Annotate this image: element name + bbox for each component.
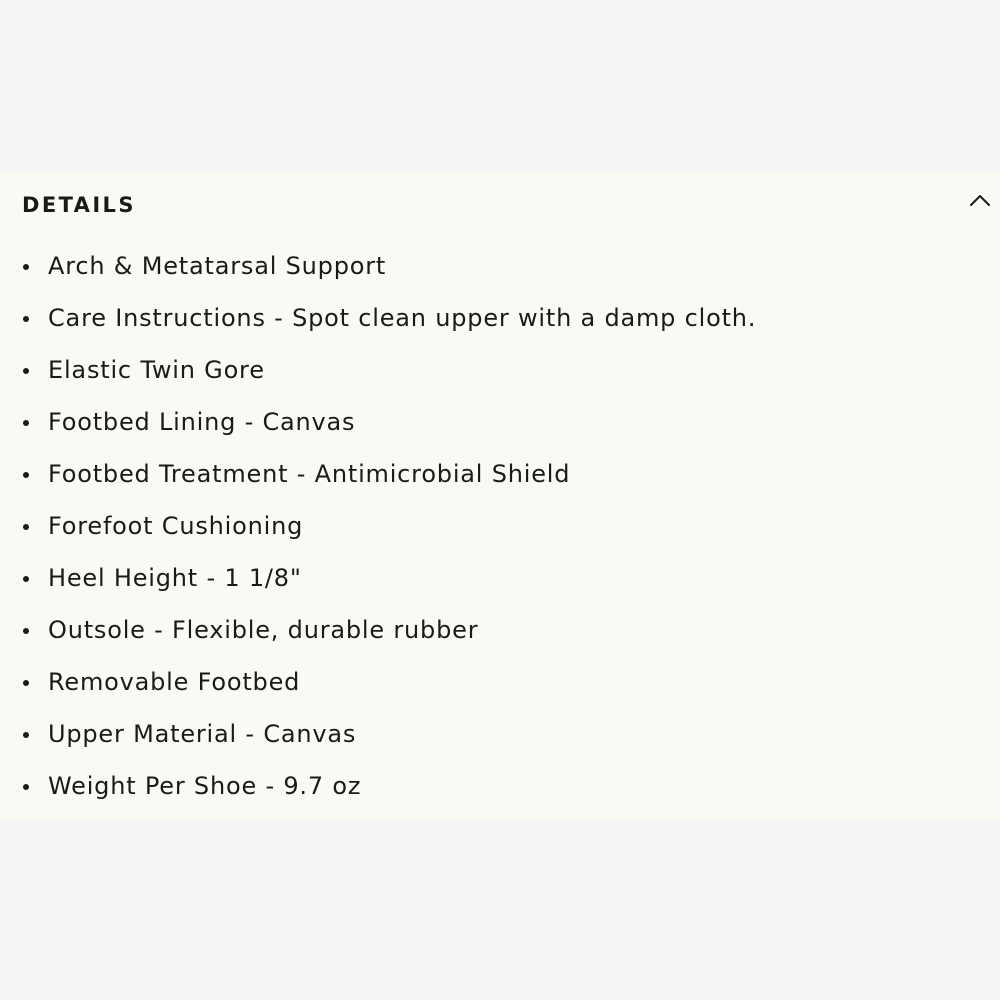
bullet-icon [23,472,29,478]
detail-text: Outsole - Flexible, durable rubber [48,616,479,644]
bullet-icon [23,628,29,634]
detail-text: Removable Footbed [48,668,301,696]
bullet-icon [23,680,29,686]
bullet-icon [23,368,29,374]
bullet-icon [23,420,29,426]
bullet-icon [23,732,29,738]
detail-text: Forefoot Cushioning [48,512,304,540]
list-item [0,656,1000,708]
details-list [0,240,1000,812]
detail-text: Weight Per Shoe - 9.7 oz [48,772,362,800]
list-item [0,240,1000,292]
bullet-icon [23,264,29,270]
list-item [0,396,1000,448]
detail-text: Heel Height - 1 1/8" [48,564,302,592]
bullet-icon [23,524,29,530]
list-item [0,292,1000,344]
list-item [0,760,1000,812]
detail-text: Footbed Treatment - Antimicrobial Shield [48,460,571,488]
details-accordion [0,171,1000,820]
bullet-icon [23,576,29,582]
list-item [0,448,1000,500]
list-item [0,552,1000,604]
details-title: DETAILS [22,193,136,217]
chevron-up-icon[interactable] [968,190,992,210]
list-item [0,500,1000,552]
bullet-icon [23,784,29,790]
list-item [0,604,1000,656]
detail-text: Upper Material - Canvas [48,720,357,748]
list-item [0,344,1000,396]
bullet-icon [23,316,29,322]
detail-text: Arch & Metatarsal Support [48,252,387,280]
details-accordion-header[interactable] [0,171,1000,237]
detail-text: Care Instructions - Spot clean upper with a damp cloth. [48,304,757,332]
detail-text: Elastic Twin Gore [48,356,265,384]
list-item [0,708,1000,760]
detail-text: Footbed Lining - Canvas [48,408,356,436]
